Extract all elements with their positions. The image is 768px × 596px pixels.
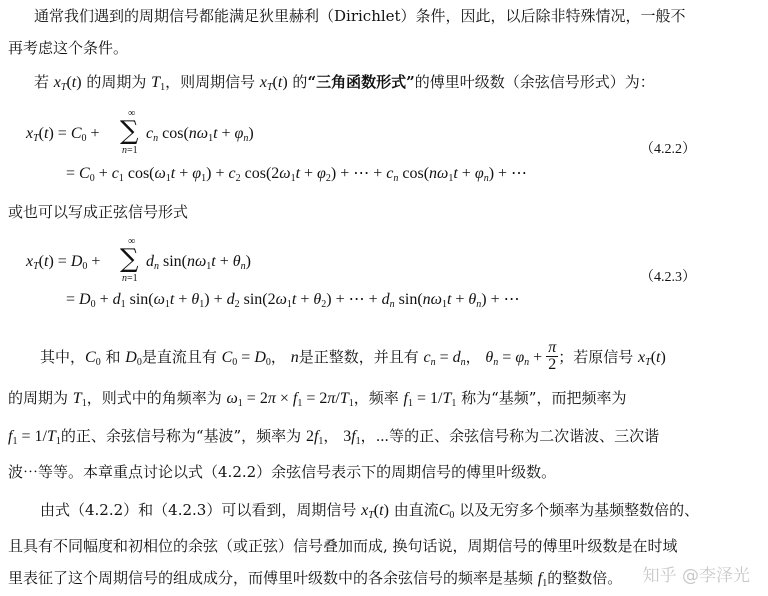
paragraph-3-line-3 <box>8 426 659 452</box>
sum-lower-limit: n=1 <box>122 145 138 156</box>
paragraph-4-line-3 <box>8 568 622 594</box>
text-run: 的正、余弦信号称为“基波”，频率为 <box>60 427 302 445</box>
paragraph-3-line-1 <box>40 339 666 375</box>
math-theta-n: $\theta_n = \varphi_n$ + $\frac{\pi}{2}$ <box>485 339 557 373</box>
text-run: ，⋯等的正、余弦信号称为二次谐波、三次谐 <box>360 427 660 445</box>
text-run: 若 <box>34 73 50 91</box>
text-run: 的傅里叶级数（余弦信号形式）为： <box>414 73 655 91</box>
equation-line-1: $x_T(t) = C_0$ + <box>26 125 100 144</box>
math-cn-eq-dn: $c_n = d_n$ <box>423 349 466 369</box>
equation-number: （4.2.3） <box>640 270 696 285</box>
math-T1: $T_1$ <box>72 390 87 409</box>
math-xT: $x_T(t)$ <box>53 74 82 93</box>
equation-line-1-term: $d_n$ $\sin(n\omega_1t + \theta_n)$ <box>146 253 251 272</box>
paragraph-1-line-1: 通常我们遇到的周期信号都能满足狄里赫利（Dirichlet）条件，因此，以后除非特殊情况，一般不 <box>34 7 686 25</box>
text-run: ；若原信号 <box>558 348 634 367</box>
text-run: ， <box>270 348 286 367</box>
text-run: 的 <box>292 73 308 91</box>
equation-line-2: = $D_0 + d_1$ $\sin(\omega_1t + \theta_1) + d_2$ $\sin(2\omega_1t + \theta_2)$ + ⋯ + $d_n$ $\sin(n\omega_1t + \theta_n)$ + ⋯ <box>66 291 520 310</box>
text-run: ，频率 <box>353 389 399 407</box>
math-f1: $f_1 = 1/T_1$ <box>8 428 61 447</box>
paragraph-2 <box>34 72 655 98</box>
text-run: 的周期为 <box>8 389 69 407</box>
text-run: ，则周期信号 <box>165 73 256 91</box>
paragraph-1-line-2: 再考虑这个条件。 <box>8 39 129 57</box>
sum-lower-limit: n=1 <box>122 273 138 284</box>
text-run: 由直流 <box>393 501 439 519</box>
equation-line-1: $x_T(t) = D_0$ + <box>26 253 101 272</box>
math-xT: $x_T(t)$ <box>361 502 389 521</box>
paragraph-3-line-4: 波⋯等等。本章重点讨论以式（4.2.2）余弦信号表示下的周期信号的傅里叶级数。 <box>8 463 557 481</box>
watermark: 知乎 @李泽光 <box>642 566 750 586</box>
text-run: 是直流且有 <box>141 348 217 367</box>
math-f1: $f_1$ <box>537 570 548 589</box>
math-xT: $x_T(t)$ <box>638 349 666 369</box>
sum-upper-limit: ∞ <box>128 108 136 119</box>
text-run: ， <box>323 427 339 445</box>
text-run: 里表征了这个周期信号的组成成分，而傅里叶级数中的各余弦信号的频率是基频 <box>8 569 534 587</box>
text-run: 的整数倍。 <box>547 569 623 587</box>
text-run: ，则式中的角频率为 <box>86 389 222 407</box>
text-run: 的周期为 <box>86 73 147 91</box>
paragraph-4-line-2: 且具有不同幅度和初相位的余弦（或正弦）信号叠加而成, 换句话说，周期信号的傅里叶级数是在时域 <box>8 537 678 555</box>
text-run: 以及无穷多个频率为基频整数倍的、 <box>459 501 700 519</box>
bold-term: “三角函数形式” <box>307 73 415 91</box>
math-omega1: $\omega_1 = 2\pi \times f_1 = 2\pi/T_1$ <box>226 390 354 409</box>
math-C0-eq-D0: $C_0 = D_0$ <box>221 349 271 369</box>
sum-upper-limit: ∞ <box>128 236 136 247</box>
math-xT: $x_T(t)$ <box>259 74 288 93</box>
bridge-text: 或也可以写成正弦信号形式 <box>8 203 189 221</box>
paragraph-4-line-1 <box>40 500 699 526</box>
text-run: 由式（4.2.2）和（4.2.3）可以看到，周期信号 <box>40 501 357 519</box>
equation-line-1-term: $c_n$ $\cos(n\omega_1t + \varphi_n)$ <box>146 125 254 144</box>
equation-line-2: = $C_0 + c_1$ $\cos(\omega_1t + \varphi_1) + c_2$ $\cos(2\omega_1t + \varphi_2)$ + ⋯ + $c_n$ $\cos(n\omega_1t + \varphi_n)$ + ⋯ <box>66 165 528 184</box>
text-run: 其中， <box>40 348 86 367</box>
math-3f1: $3f_1$ <box>343 428 361 447</box>
text-run: 称为“基频”，而把频率为 <box>461 389 627 407</box>
math-f1: $f_1 = 1/T_1$ <box>403 390 457 409</box>
text-run: ， <box>465 348 481 367</box>
text-run: 是正整数，并且有 <box>298 348 419 367</box>
text-run: 和 <box>105 348 121 367</box>
equation-number: （4.2.2） <box>640 142 696 157</box>
sum-symbol: ∑ <box>120 244 139 274</box>
math-C0: $C_0$ <box>438 502 455 521</box>
math-n: n <box>290 349 299 367</box>
math-C0: $C_0$ <box>85 349 101 369</box>
math-T1: $T_1$ <box>151 74 166 93</box>
math-2f1: $2f_1$ <box>305 428 324 447</box>
paragraph-3-line-2 <box>8 388 626 414</box>
math-D0: $D_0$ <box>125 349 142 369</box>
sum-symbol: ∑ <box>120 116 139 146</box>
